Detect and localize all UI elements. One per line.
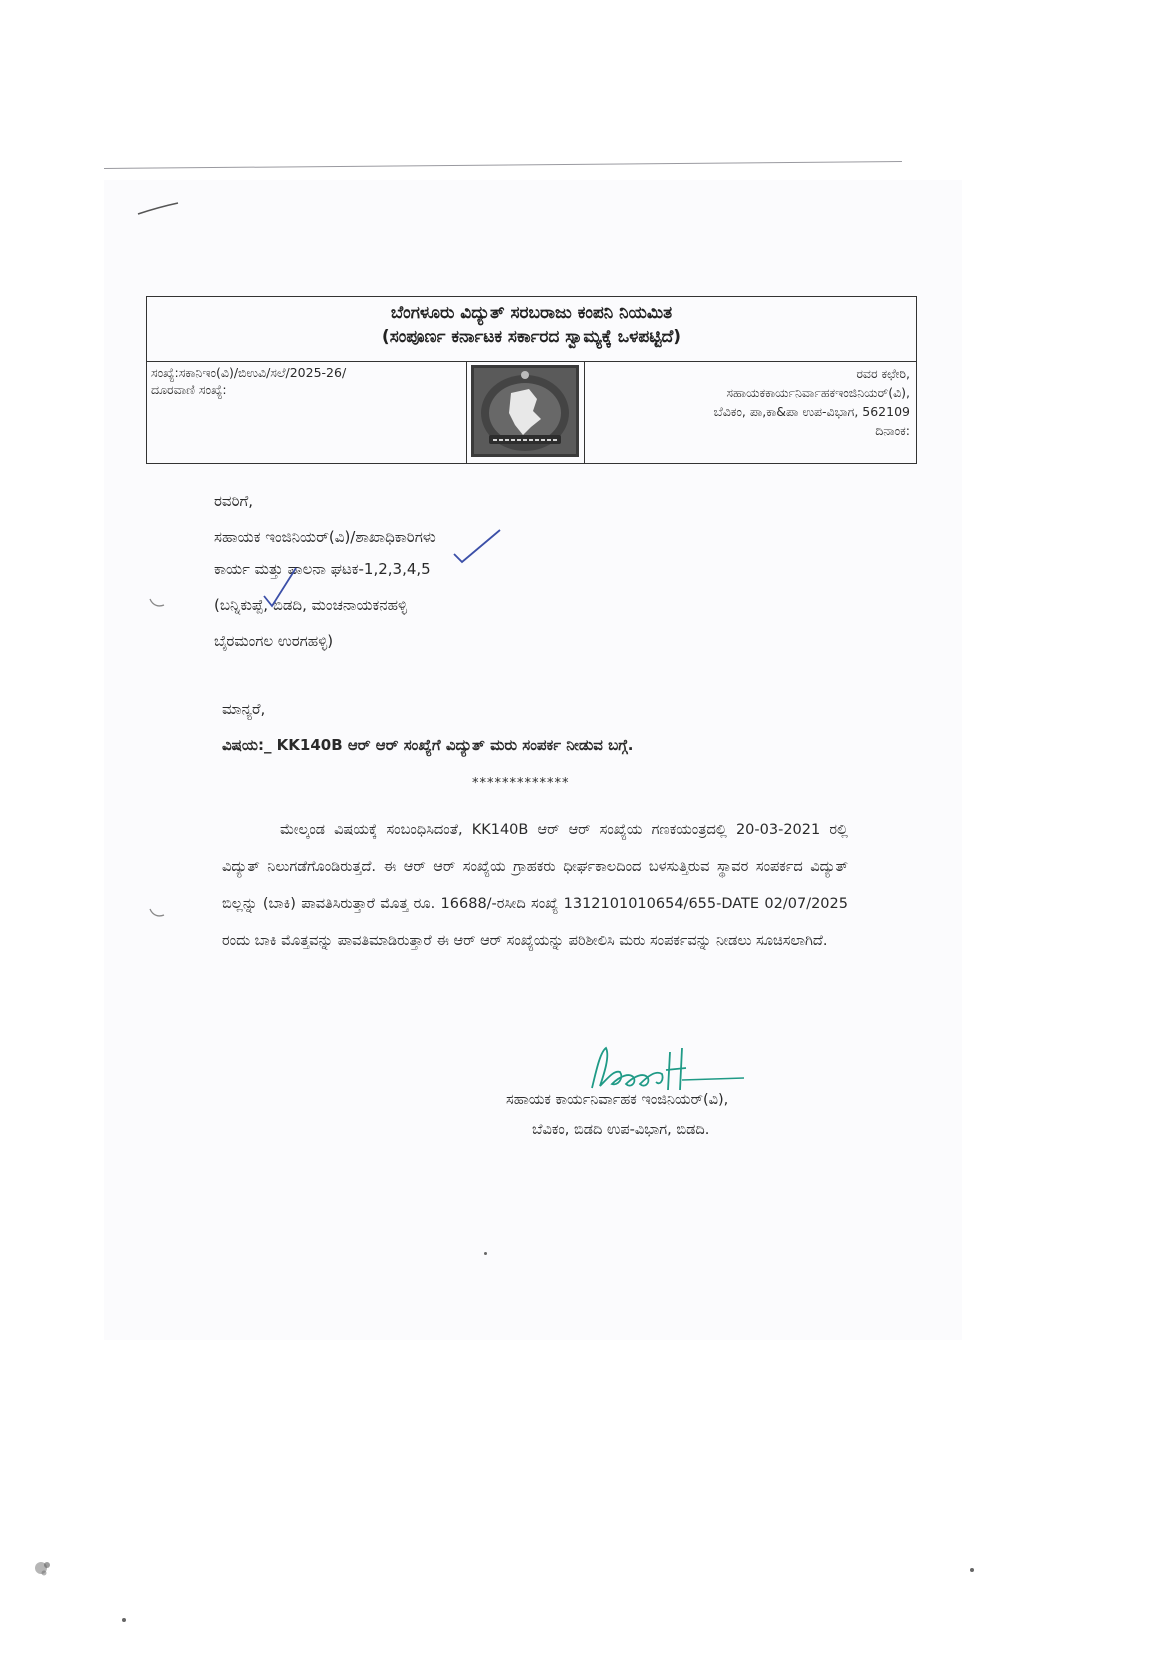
dust-speck bbox=[122, 1618, 126, 1622]
punch-hole-mark bbox=[148, 906, 166, 920]
signatory-office: ಬೆವಿಕಂ, ಬಿಡದಿ ಉಪ-ವಿಭಾಗ, ಬಿಡದಿ. bbox=[532, 1122, 710, 1138]
greeting: ಮಾನ್ಯರೆ, bbox=[222, 700, 266, 718]
bescom-logo-icon bbox=[471, 365, 579, 457]
division-line: ಬೆವಿಕಂ, ಪಾ,ಕಾ&ಪಾ ಉಪ-ವಿಭಾಗ, 562109 bbox=[713, 404, 910, 419]
ink-stain-mark bbox=[32, 1557, 54, 1579]
addressee-line-3: (ಬನ್ನಿಕುಪ್ಪೆ, ಬಿಡದಿ, ಮಂಚನಾಯಕನಹಳ್ಳಿ bbox=[214, 596, 408, 614]
reference-column bbox=[147, 361, 467, 463]
addressee-line-4: ಬೈರಮಂಗಲ ಉರಗಹಳ್ಳಿ) bbox=[214, 632, 334, 650]
letter-body: ಮೇಲ್ಕಂಡ ವಿಷಯಕ್ಕೆ ಸಂಬಂಧಿಸಿದಂತೆ, KK140B ಆರ್ ಆರ್ ಸಂಖ್ಯೆಯ ಗಣಕಯಂತ್ರದಲ್ಲಿ 20-03-2021 ರಲ್ಲಿ ವಿದ್ಯುತ್ ನಿಲುಗಡೆಗೊಂಡಿರುತ್ತದೆ. ಈ ಆರ್ ಆರ್ ಸಂಖ್ಯೆಯ ಗ್ರಾಹಕರು ಧೀರ್ಘಕಾಲದಿಂದ ಬಳಸುತ್ತಿರುವ ಸ್ಥಾವರ ಸಂಪರ್ಕದ ವಿದ್ಯುತ್ ಬಿಲ್ಲನ್ನು (ಬಾಕಿ) ಪಾವತಿಸಿರುತ್ತಾರೆ ಮೊತ್ತ ರೂ. 16688/-ರಸೀದಿ ಸಂಖ್ಯೆ 1312101010654/655-DATE 02/07/2025 ರಂದು ಬಾಕಿ ಮೊತ್ತವನ್ನು ಪಾವತಿಮಾಡಿರುತ್ತಾರೆ ಈ ಆರ್ ಆರ್ ಸಂಖ್ಯೆಯನ್ನು ಪರಿಶೀಲಿಸಿ ಮರು ಸಂಪರ್ಕವನ್ನು ನೀಡಲು ಸೂಚಿಸಲಾಗಿದೆ. bbox=[222, 822, 848, 949]
dust-speck bbox=[970, 1568, 974, 1572]
signature-mark bbox=[586, 1042, 748, 1098]
subject-line: ವಿಷಯ:_ KK140B ಆರ್ ಆರ್ ಸಂಖ್ಯೆಗೆ ವಿದ್ಯುತ್ ಮರು ಸಂಪರ್ಕ ನೀಡುವ ಬಗ್ಗೆ. bbox=[222, 736, 634, 754]
company-name: ಬೆಂಗಳೂರು ವಿದ್ಯುತ್ ಸರಬರಾಜು ಕಂಪನಿ ನಿಯಮಿತ bbox=[390, 303, 673, 323]
office-line: ರವರ ಕಛೇರಿ, bbox=[856, 366, 910, 381]
pen-stroke-mark bbox=[136, 200, 180, 218]
letterhead-box bbox=[146, 296, 917, 464]
addressee-line-2: ಕಾರ್ಯ ಮತ್ತು ಪಾಲನಾ ಘಟಕ-1,2,3,4,5 bbox=[214, 560, 431, 578]
date-label: ದಿನಾಂಕ: bbox=[875, 423, 910, 438]
reference-number: ಸಂಖ್ಯೆ:ಸಕಾನಿಇಂ(ವಿ)/ಬಿಉವಿ/ಸಲೆ/2025-26/ bbox=[151, 365, 347, 380]
scan-edge-line bbox=[104, 161, 902, 169]
separator-stars: ************* bbox=[472, 776, 570, 791]
letterhead-title-row bbox=[147, 297, 916, 362]
addressee-line-1: ಸಹಾಯಕ ಇಂಜಿನಿಯರ್(ವಿ)/ಶಾಖಾಧಿಕಾರಿಗಳು bbox=[214, 528, 436, 546]
punch-hole-mark bbox=[148, 596, 166, 610]
ownership-note: (ಸಂಪೂರ್ಣ ಕರ್ನಾಟಕ ಸರ್ಕಾರದ ಸ್ವಾಮ್ಯಕ್ಕೆ ಒಳಪಟ್ಟಿದೆ) bbox=[381, 327, 682, 347]
signatory-designation: ಸಹಾಯಕ ಕಾರ್ಯನಿರ್ವಾಹಕ ಇಂಜಿನಿಯರ್(ವಿ), bbox=[506, 1092, 729, 1108]
officer-line: ಸಹಾಯಕಕಾರ್ಯನಿರ್ವಾಹಕಇಂಜಿನಿಯರ್(ವಿ), bbox=[726, 385, 910, 400]
pen-tick-icon bbox=[262, 566, 298, 610]
pen-tick-icon bbox=[452, 528, 502, 564]
dust-speck bbox=[484, 1252, 487, 1255]
addressee-salutation: ರವರಿಗೆ, bbox=[214, 492, 253, 510]
office-column bbox=[585, 361, 916, 463]
logo-column bbox=[467, 361, 585, 463]
phone-label: ದೂರವಾಣಿ ಸಂಖ್ಯೆ: bbox=[151, 382, 227, 397]
